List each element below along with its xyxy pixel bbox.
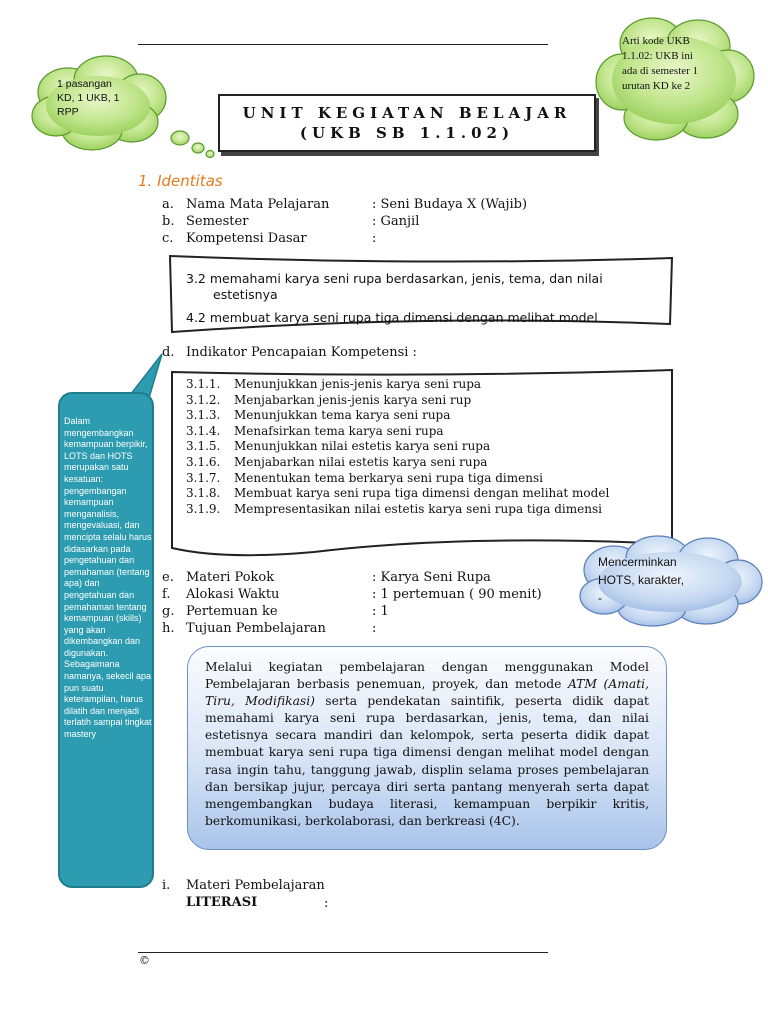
literasi-label: LITERASI	[186, 895, 258, 910]
left-cloud-text: 1 pasangan KD, 1 UKB, 1 RPP	[57, 78, 120, 118]
learning-objective-box	[187, 646, 667, 850]
title-line-2: (UKB SB 1.1.02)	[299, 124, 515, 142]
side-note-text: Dalam mengembangkan kemampuan berpikir, LOTS dan HOTS merupakan satu kesatuan: pengembangan kemampuan menganalisis, mengevaluasi, dan mencipta selalu harus didasarkan pada pengetahuan dan pemahaman (tentang apa) dan pengetahuan dan pemahaman tentang kemampuan (skills) yang akan dikembangkan dan digunakan. Sebagaimana namanya, sekecil apa pun suatu keterampilan, harus dilatih dan menjadi terlatih sampai tingkat mastery	[64, 416, 152, 740]
title-line-1: UNIT KEGIATAN BELAJAR	[242, 104, 572, 122]
title-box	[218, 94, 596, 152]
kd-item: 3.2 memahami karya seni rupa berdasarkan, jenis, tema, dan nilai	[186, 271, 603, 286]
kd-item: 4.2 membuat karya seni rupa tiga dimensi dengan melihat model	[186, 310, 598, 325]
literasi-colon: :	[324, 896, 329, 911]
section-heading: 1. Identitas	[138, 172, 223, 190]
right-cloud-text: Arti kode UKB 1.1.02: UKB ini ada di semester 1 urutan KD ke 2	[622, 35, 699, 92]
copyright-mark: ©	[139, 954, 150, 967]
kd-item-continued: estetisnya	[213, 287, 278, 302]
learning-objective-text: Melalui kegiatan pembelajaran dengan menggunakan Model Pembelajaran berbasis penemuan, proyek, dan metode ATM (Amati, Tiru, Modifikasi) serta pendekatan saintifik, peserta didik dapat memahami karya seni rupa berdasarkan, jenis, tema, dan nilai estetisnya secara mandiri dan kelompok, serta peserta didik dapat membuat karya seni rupa tiga dimensi dengan melihat model dengan rasa ingin tahu, tanggung jawab, displin selama proses pembelajaran dan bersikap jujur, percaya diri serta pantang menyerah serta dapat mengembangkan budaya literasi, kemampuan berpikir kritis, berkomunikasi, berkolaborasi, dan berkreasi (4C).	[205, 660, 649, 828]
hots-cloud-text: Mencerminkan HOTS, karakter, -	[598, 555, 685, 605]
top-rule	[138, 44, 548, 45]
side-note-callout	[58, 392, 154, 888]
bottom-rule	[138, 952, 548, 953]
